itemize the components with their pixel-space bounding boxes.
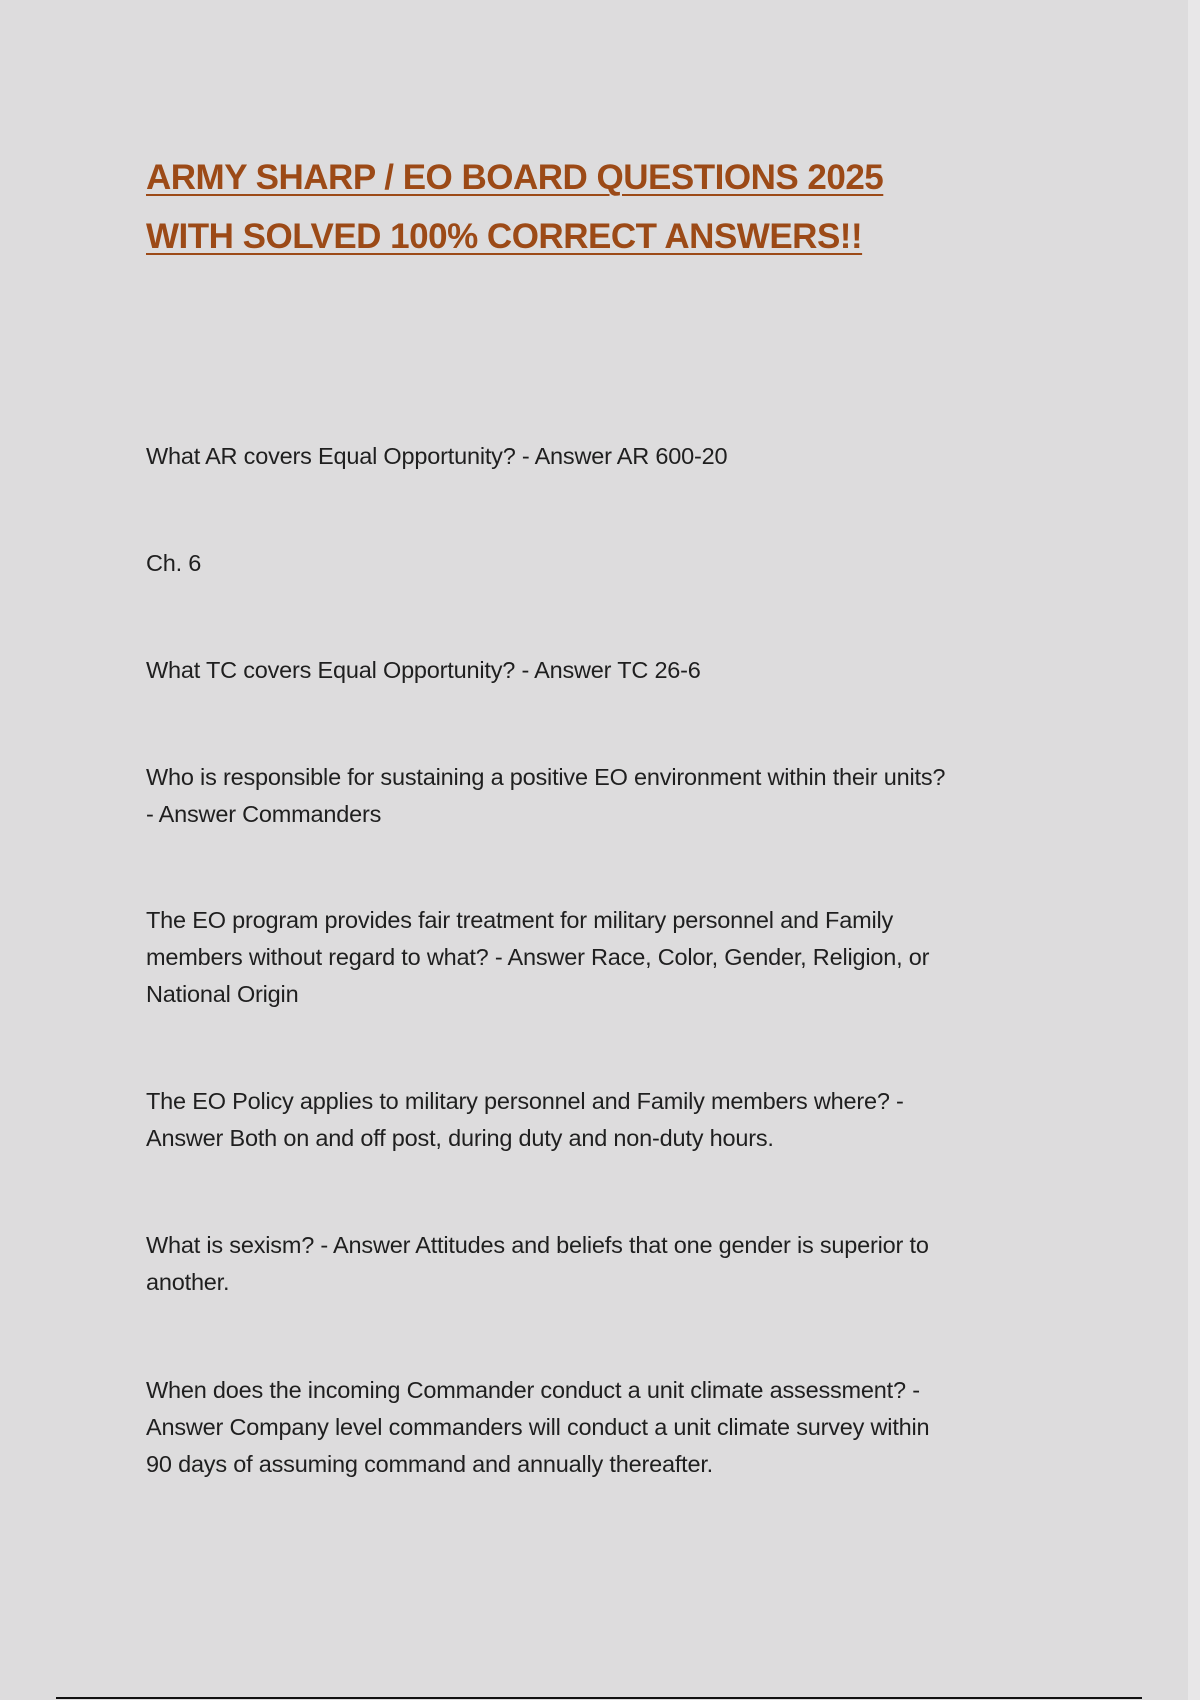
- qa-item-fair-treatment: [146, 902, 1066, 1013]
- qa-line: When does the incoming Commander conduct a unit climate assessment? -: [146, 1377, 920, 1403]
- qa-line: The EO Policy applies to military personnel and Family members where? -: [146, 1088, 904, 1114]
- qa-item-tc: [146, 652, 1066, 689]
- title-line-2: WITH SOLVED 100% CORRECT ANSWERS!!: [146, 217, 863, 256]
- qa-line: - Answer Commanders: [146, 801, 382, 827]
- qa-line: The EO program provides fair treatment for military personnel and Family: [146, 907, 894, 933]
- qa-item-responsible: [146, 759, 1066, 833]
- qa-item-climate-assessment: [146, 1372, 1066, 1483]
- qa-line: another.: [146, 1269, 230, 1295]
- qa-line: Answer Company level commanders will conduct a unit climate survey within: [146, 1414, 930, 1440]
- qa-line: What TC covers Equal Opportunity? - Answer TC 26-6: [146, 657, 701, 683]
- qa-line: What AR covers Equal Opportunity? - Answer AR 600-20: [146, 443, 728, 469]
- qa-item-policy-scope: [146, 1083, 1066, 1157]
- title-line-1: ARMY SHARP / EO BOARD QUESTIONS 2025: [146, 158, 884, 197]
- qa-item-sexism: [146, 1227, 1066, 1301]
- qa-line: 90 days of assuming command and annually thereafter.: [146, 1451, 714, 1477]
- document-title: [146, 148, 1046, 266]
- qa-line: Ch. 6: [146, 550, 202, 576]
- qa-line: Answer Both on and off post, during duty and non-duty hours.: [146, 1125, 774, 1151]
- qa-line: What is sexism? - Answer Attitudes and beliefs that one gender is superior to: [146, 1232, 929, 1258]
- qa-line: National Origin: [146, 981, 299, 1007]
- footer-divider: [56, 1697, 1142, 1699]
- page-edge: [1188, 0, 1200, 1700]
- qa-item-ar: [146, 438, 1066, 475]
- qa-line: Who is responsible for sustaining a positive EO environment within their units?: [146, 764, 946, 790]
- qa-item-chapter: [146, 545, 1066, 582]
- qa-line: members without regard to what? - Answer Race, Color, Gender, Religion, or: [146, 944, 930, 970]
